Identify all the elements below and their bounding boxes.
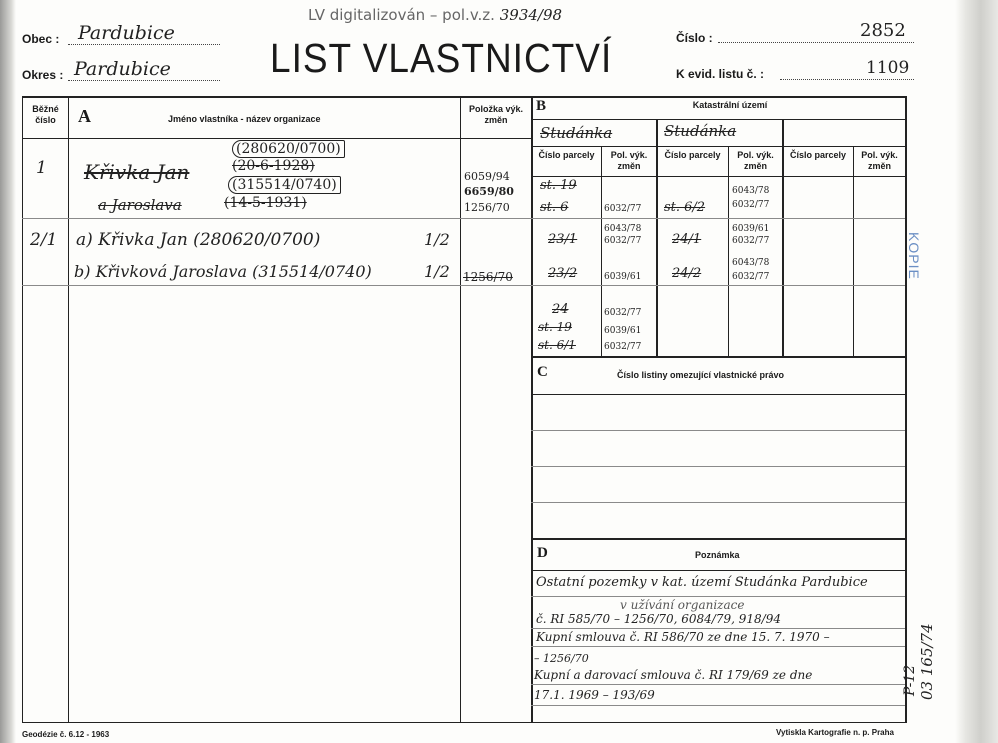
parcel-number: 23/2	[548, 266, 578, 281]
parcel-number: st. 6/1	[538, 338, 576, 352]
margin-note: P-12	[902, 664, 918, 696]
change-ref: 6032/77	[732, 272, 770, 282]
note-line: Kupní smlouva č. RI 586/70 ze dne 15. 7. 1970 –	[536, 630, 830, 644]
section-b-title-rule	[531, 119, 905, 120]
change-ref: 6032/77	[604, 236, 642, 246]
territory-rule	[531, 146, 905, 147]
col-divider	[601, 146, 602, 357]
note-line: – 1256/70	[534, 652, 589, 665]
section-b-letter: B	[536, 98, 547, 114]
header-underline	[22, 138, 532, 139]
owner-name2-struck: a Jaroslava	[98, 196, 182, 214]
note-line: Kupní a darovací smlouva č. RI 179/69 ze dne	[534, 668, 813, 682]
note-rule	[531, 628, 905, 629]
change-ref: 6032/77	[732, 236, 770, 246]
note-line: č. RI 585/70 – 1256/70, 6084/79, 918/94	[536, 612, 781, 626]
col-header-pol: Pol. výk. změn	[861, 150, 898, 171]
row-rule	[531, 218, 905, 219]
col-header-rule	[531, 176, 905, 177]
obec-dotline	[68, 44, 220, 45]
share-a: 1/2	[424, 230, 450, 249]
section-c-rule	[531, 466, 905, 467]
polozka-value: 1256/70	[464, 201, 510, 214]
col-header-cislo: Číslo parcely	[664, 150, 721, 160]
row-rule	[531, 285, 905, 286]
digitization-stamp	[308, 6, 562, 24]
table-bottom-border	[22, 722, 907, 723]
table-left-border	[22, 96, 23, 722]
parcel-number: 24/2	[672, 266, 702, 281]
row-number: 2/1	[30, 230, 58, 250]
scan-edge-left	[0, 0, 16, 743]
table-top-border	[22, 96, 907, 98]
birth-number-1: (280620/0700)	[232, 140, 345, 158]
parcel-number: st. 6	[540, 200, 569, 215]
col-divider-polozka	[460, 96, 461, 722]
row-number: 1	[36, 158, 47, 178]
share-b: 1/2	[424, 262, 450, 281]
birth-date-struck-1: (20-6-1928)	[232, 158, 315, 174]
change-ref: 6032/77	[604, 204, 642, 214]
section-a-letter: A	[78, 106, 91, 126]
change-ref: 6032/77	[604, 308, 642, 318]
col-header-cislo: Číslo parcely	[538, 150, 595, 160]
note-line: 17.1. 1969 – 193/69	[534, 688, 655, 702]
change-ref: 6043/78	[604, 224, 642, 234]
section-d-letter: D	[537, 545, 548, 561]
parcel-number: 24	[552, 302, 569, 317]
kevid-label: K evid. listu č. :	[676, 67, 765, 81]
parcel-number: st. 19	[540, 178, 577, 193]
parcel-number: 24/1	[672, 232, 702, 247]
kopie-stamp: KOPIE	[906, 232, 922, 280]
owner-b: b) Křivková Jaroslava (315514/0740)	[74, 262, 372, 281]
col-header-bezne: Běžné číslo	[32, 104, 59, 125]
col-divider	[853, 146, 854, 357]
parcel-number: 23/1	[548, 232, 578, 247]
table-right-border	[905, 96, 907, 722]
polozka-value: 6659/80	[464, 185, 514, 198]
note-line: Ostatní pozemky v kat. území Studánka Pardubice	[536, 575, 868, 590]
col-header-polozka: Položka výk. změn	[468, 104, 524, 125]
parcel-number: st. 19	[538, 320, 572, 334]
section-c-rule	[531, 502, 905, 503]
polozka-value: 6059/94	[464, 170, 510, 183]
birth-number-2: (315514/0740)	[228, 176, 341, 194]
obec-value: Pardubice	[78, 22, 175, 44]
note-rule	[531, 684, 905, 685]
scan-edge-right	[955, 0, 998, 743]
change-ref: 6039/61	[604, 272, 642, 282]
margin-note: 03 165/74	[918, 623, 936, 700]
birth-date-struck-2: (14-5-1931)	[224, 195, 307, 211]
col-divider	[728, 146, 729, 357]
parcel-number: st. 6/2	[664, 200, 706, 215]
stamp-text: LV digitalizován – pol.v.z.	[308, 6, 495, 24]
change-ref: 6039/61	[732, 224, 770, 234]
obec-label: Obec :	[22, 32, 60, 46]
row-rule	[22, 218, 532, 219]
footer-left: Geodézie č. 6.12 - 1963	[22, 730, 110, 739]
section-c-rule	[531, 394, 905, 395]
cislo-dotline	[718, 42, 914, 43]
note-rule	[531, 596, 905, 597]
owner-a: a) Křivka Jan (280620/0700)	[76, 230, 321, 250]
cislo-value: 2852	[860, 20, 906, 41]
col-header-jmeno: Jméno vlastníka - název organizace	[168, 114, 321, 124]
cislo-label: Číslo :	[676, 31, 713, 45]
section-b-bottom	[531, 356, 905, 358]
change-ref: 6032/77	[604, 342, 642, 352]
section-c-title: Číslo listiny omezující vlastnické právo	[617, 370, 785, 380]
change-ref: 6032/77	[732, 200, 770, 210]
page-title: LIST VLASTNICTVÍ	[270, 35, 613, 81]
territory-name-1: Studánka	[540, 124, 613, 142]
col-header-pol: Pol. výk. změn	[737, 150, 774, 171]
section-d-title: Poznámka	[695, 550, 740, 560]
section-c-rule	[531, 430, 905, 431]
okres-dotline	[68, 80, 220, 81]
section-c-bottom	[531, 538, 905, 540]
note-line: v užívání organizace	[620, 598, 745, 612]
note-rule	[531, 646, 905, 647]
section-d-rule	[531, 570, 905, 571]
kevid-dotline	[780, 79, 914, 80]
stamp-number: 3934/98	[499, 6, 563, 24]
owner-name-struck: Křivka Jan	[84, 160, 190, 184]
okres-label: Okres :	[22, 68, 64, 82]
polozka-value: 1256/70	[463, 270, 513, 284]
col-header-cislo: Číslo parcely	[789, 150, 847, 160]
section-c-letter: C	[537, 364, 548, 380]
kevid-value: 1109	[866, 58, 910, 78]
note-rule	[531, 705, 905, 706]
okres-value: Pardubice	[74, 58, 171, 80]
change-ref: 6043/78	[732, 186, 770, 196]
territory-name-2: Studánka	[664, 122, 737, 140]
change-ref: 6043/78	[732, 258, 770, 268]
col-divider-bezne	[68, 96, 69, 722]
footer-right: Vytiskla Kartografie n. p. Praha	[776, 728, 894, 737]
row-rule	[22, 285, 532, 286]
col-header-pol: Pol. výk. změn	[610, 150, 648, 171]
change-ref: 6039/61	[604, 326, 642, 336]
section-b-title: Katastrální území	[692, 100, 768, 110]
